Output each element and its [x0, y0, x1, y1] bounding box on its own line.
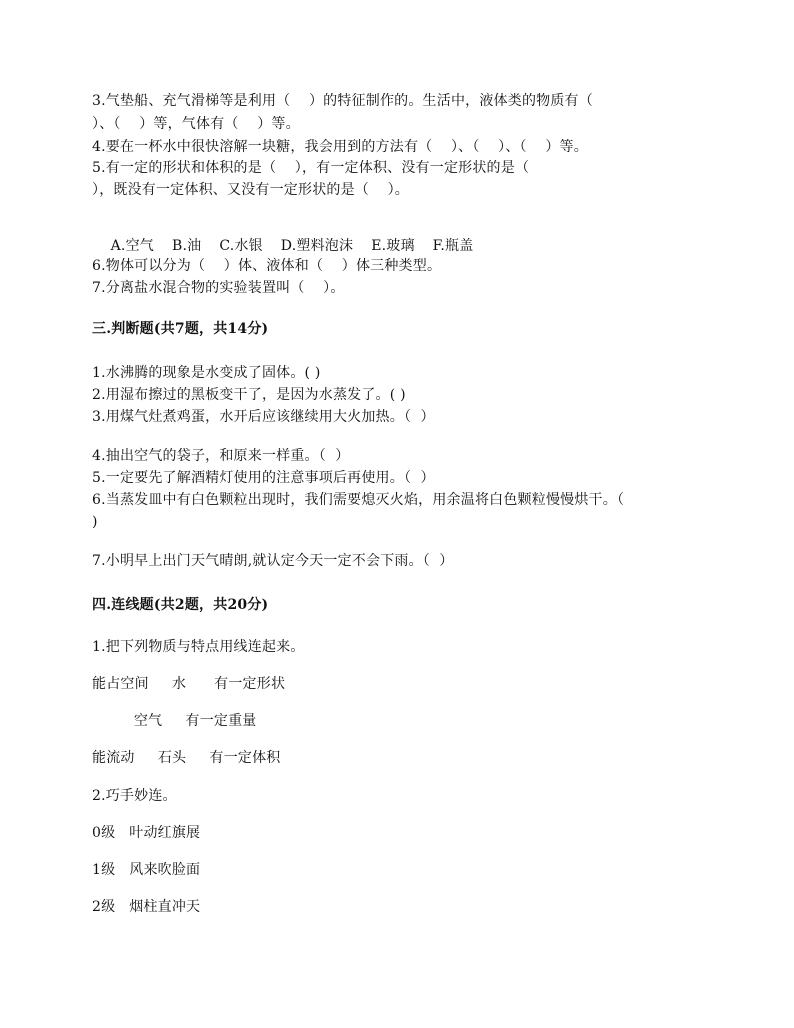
judge-item-6-cont: ): [92, 514, 98, 530]
judge-item-2: 2.用湿布擦过的黑板变干了，是因为水蒸发了。( ): [92, 387, 406, 403]
option-a: A.空气: [110, 238, 154, 254]
question-3-line-2: ）、（ ）等，气体有（ ）等。: [92, 116, 300, 132]
match-level-0: 0级 叶动红旗展: [92, 825, 201, 841]
match-level-2: 2级 烟柱直冲天: [92, 899, 201, 915]
question-4: 4.要在一杯水中很快溶解一块糖，我会用到的方法有（ ）、（ ）、（ ）等。: [92, 139, 588, 155]
judge-item-1: 1.水沸腾的现象是水变成了固体。( ): [92, 365, 321, 381]
judge-item-4: 4.抽出空气的袋子，和原来一样重。（ ）: [92, 448, 350, 464]
match-question-1-prompt: 1.把下列物质与特点用线连起来。: [92, 639, 305, 655]
option-e: E.玻璃: [371, 238, 415, 254]
section-4-heading: 四.连线题(共2题，共20分): [92, 597, 269, 613]
option-c: C.水银: [219, 238, 263, 254]
option-d: D.塑料泡沫: [280, 238, 354, 254]
judge-item-3: 3.用煤气灶煮鸡蛋，水开后应该继续用大火加热。（ ）: [92, 409, 435, 425]
question-6: 6.物体可以分为（ ）体、液体和（ ）体三种类型。: [92, 258, 442, 274]
match-question-2-prompt: 2.巧手妙连。: [92, 788, 177, 804]
option-b: B.油: [171, 238, 202, 254]
judge-item-5: 5.一定要先了解酒精灯使用的注意事项后再使用。（ ）: [92, 470, 435, 486]
match-row-3: 能流动 石头 有一定体积: [92, 750, 281, 766]
section-3-heading: 三.判断题(共7题，共14分): [92, 321, 269, 337]
question-5-line-1: 5.有一定的形状和体积的是（ ），有一定体积、没有一定形状的是（: [92, 160, 530, 176]
match-row-2: 空气 有一定重量: [92, 713, 257, 729]
judge-item-7: 7.小明早上出门天气晴朗,就认定今天一定不会下雨。（ ）: [92, 553, 454, 569]
question-5-line-2: ），既没有一定体积、又没有一定形状的是（ ）。: [92, 182, 409, 198]
match-level-1: 1级 风来吹脸面: [92, 862, 201, 878]
match-row-1: 能占空间 水 有一定形状: [92, 676, 286, 692]
question-7: 7.分离盐水混合物的实验装置叫（ ）。: [92, 280, 345, 296]
judge-item-6: 6.当蒸发皿中有白色颗粒出现时，我们需要熄灭火焰，用余温将白色颗粒慢慢烘干。（: [92, 492, 625, 508]
question-3-line-1: 3.气垫船、充气滑梯等是利用（ ）的特征制作的。生活中，液体类的物质有（: [92, 93, 593, 109]
option-f: F.瓶盖: [432, 238, 474, 254]
